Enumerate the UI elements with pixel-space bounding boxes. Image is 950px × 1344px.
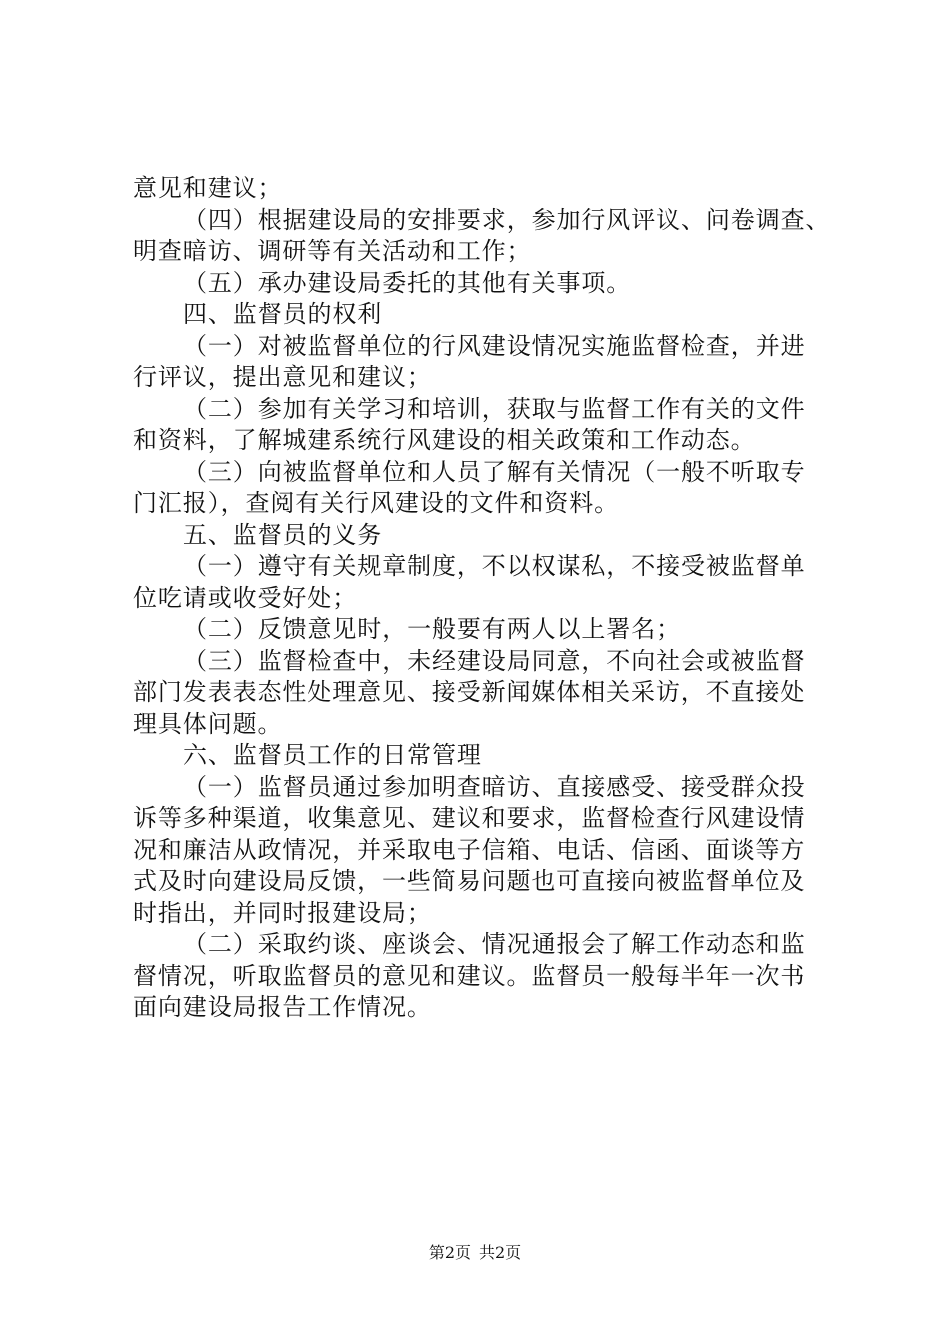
- text-line: 况和廉洁从政情况，并采取电子信箱、电话、信函、面谈等方: [133, 835, 806, 864]
- text-line: 意见和建议；: [133, 174, 283, 202]
- text-line: （一）对被监督单位的行风建设情况实施监督检查，并进: [183, 331, 806, 360]
- text-line: 式及时向建设局反馈，一些简易问题也可直接向被监督单位及: [133, 867, 806, 895]
- section-heading: 六、监督员工作的日常管理: [183, 741, 482, 769]
- text-line: （一）监督员通过参加明查暗访、直接感受、接受群众投: [183, 772, 806, 801]
- text-line: 行评议，提出意见和建议；: [133, 363, 432, 391]
- text-line: 理具体问题。: [133, 709, 283, 738]
- text-line: （二）采取约谈、座谈会、情况通报会了解工作动态和监: [183, 930, 806, 958]
- text-line: 督情况，听取监督员的意见和建议。监督员一般每半年一次书: [133, 961, 806, 990]
- text-line: 和资料，了解城建系统行风建设的相关政策和工作动态。: [133, 426, 756, 454]
- text-line: 面向建设局报告工作情况。: [133, 993, 432, 1021]
- section-heading: 四、监督员的权利: [183, 300, 383, 328]
- text-line: （四）根据建设局的安排要求，参加行风评议、问卷调查、: [183, 205, 831, 234]
- text-line: 诉等多种渠道，收集意见、建议和要求，监督检查行风建设情: [133, 804, 806, 832]
- text-line: （五）承办建设局委托的其他有关事项。: [183, 268, 632, 297]
- text-line: 明查暗访、调研等有关活动和工作；: [133, 237, 532, 265]
- text-line: （二）参加有关学习和培训，获取与监督工作有关的文件: [183, 394, 806, 423]
- section-heading: 五、监督员的义务: [183, 520, 383, 549]
- page-footer: [0, 1243, 950, 1263]
- page-total: 共2页: [479, 1243, 522, 1262]
- page-number: 第2页: [428, 1243, 471, 1262]
- text-line: （三）向被监督单位和人员了解有关情况（一般不听取专: [183, 457, 806, 486]
- text-line: 时指出，并同时报建设局；: [133, 898, 432, 927]
- text-line: 位吃请或收受好处；: [133, 583, 358, 612]
- text-line: 门汇报），查阅有关行风建设的文件和资料。: [133, 489, 619, 517]
- text-line: （一）遵守有关规章制度，不以权谋私，不接受被监督单: [183, 552, 806, 580]
- text-line: （三）监督检查中，未经建设局同意，不向社会或被监督: [183, 646, 806, 675]
- document-body: [133, 173, 833, 1024]
- text-line: （二）反馈意见时，一般要有两人以上署名；: [183, 615, 681, 643]
- text-line: 部门发表表态性处理意见、接受新闻媒体相关采访，不直接处: [133, 678, 806, 706]
